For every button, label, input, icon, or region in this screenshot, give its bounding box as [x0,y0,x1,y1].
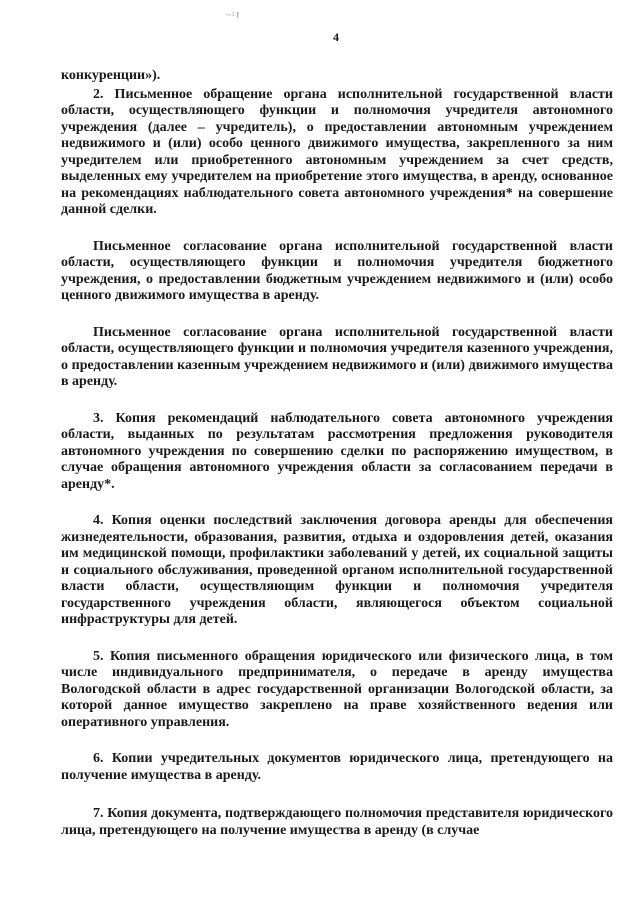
paragraph-item-6: 6. Копии учредительных документов юридического лица, претендующего на получение имущества в аренду. [61,751,613,783]
paragraph-budget-approval: Письменное согласование органа исполнительной государственной власти области, осуществляющего функции и полномочия учредителя бюджетного учреждения, о предоставлении бюджетным учреждением недвижимого и (или) особо ценного движимого имущества в аренду. [61,238,613,303]
paragraph-item-2: 2. Письменное обращение органа исполнительной государственной власти области, осуществляющего функции и полномочия учредителя автономного учреждения (далее – учредитель), о предоставлении автономным учреждением недвижимого и (или) особо ценного движимого имущества, закрепленного за ним учредителем или приобретенного автономным учреждением за счет средств, выделенных ему учредителем на приобретение этого имущества, в аренду, основанное на рекомендациях наблюдательного совета автономного учреждения* на совершение данной сделки. [61,86,613,217]
paragraph-state-approval: Письменное согласование органа исполнительной государственной власти области, осуществляющего функции и полномочия учредителя казенного учреждения, о предоставлении казенным учреждением недвижимого и (или) движимого имущества в аренду. [61,324,613,389]
paragraph-continuation: конкуренции»). [61,68,161,83]
paragraph-item-5: 5. Копия письменного обращения юридического или физического лица, в том числе индивидуального предпринимателя, о передаче в аренду имущества Вологодской области в адрес государственной организации Вологодской области, за которой данное имущество закреплено на праве хозяйственного ведения или оперативного управления. [61,648,613,730]
scan-artifact-mark: ~²ℓ [226,10,241,20]
document-body [61,68,613,839]
paragraph-item-4: 4. Копия оценки последствий заключения договора аренды для обеспечения жизнедеятельности, образования, развития, отдыха и оздоровления детей, оказания им медицинской помощи, профилактики заболеваний у детей, их социальной защиты и социального обслуживания, проведенной органом исполнительной государственной власти области, осуществляющим функции и полномочия учредителя государственного учреждения области, являющегося объектом социальной инфраструктуры для детей. [61,513,613,627]
page-number: 4 [333,30,339,44]
paragraph-item-3: 3. Копия рекомендаций наблюдательного совета автономного учреждения области, выданных по результатам рассмотрения предложения руководителя автономного учреждения по совершению сделки по распоряжению имуществом, в случае обращения автономного учреждения области за согласованием передачи в аренду*. [61,410,613,492]
paragraph-item-7: 7. Копия документа, подтверждающего полномочия представителя юридического лица, претендующего на получение имущества в аренду (в случае [61,806,613,838]
